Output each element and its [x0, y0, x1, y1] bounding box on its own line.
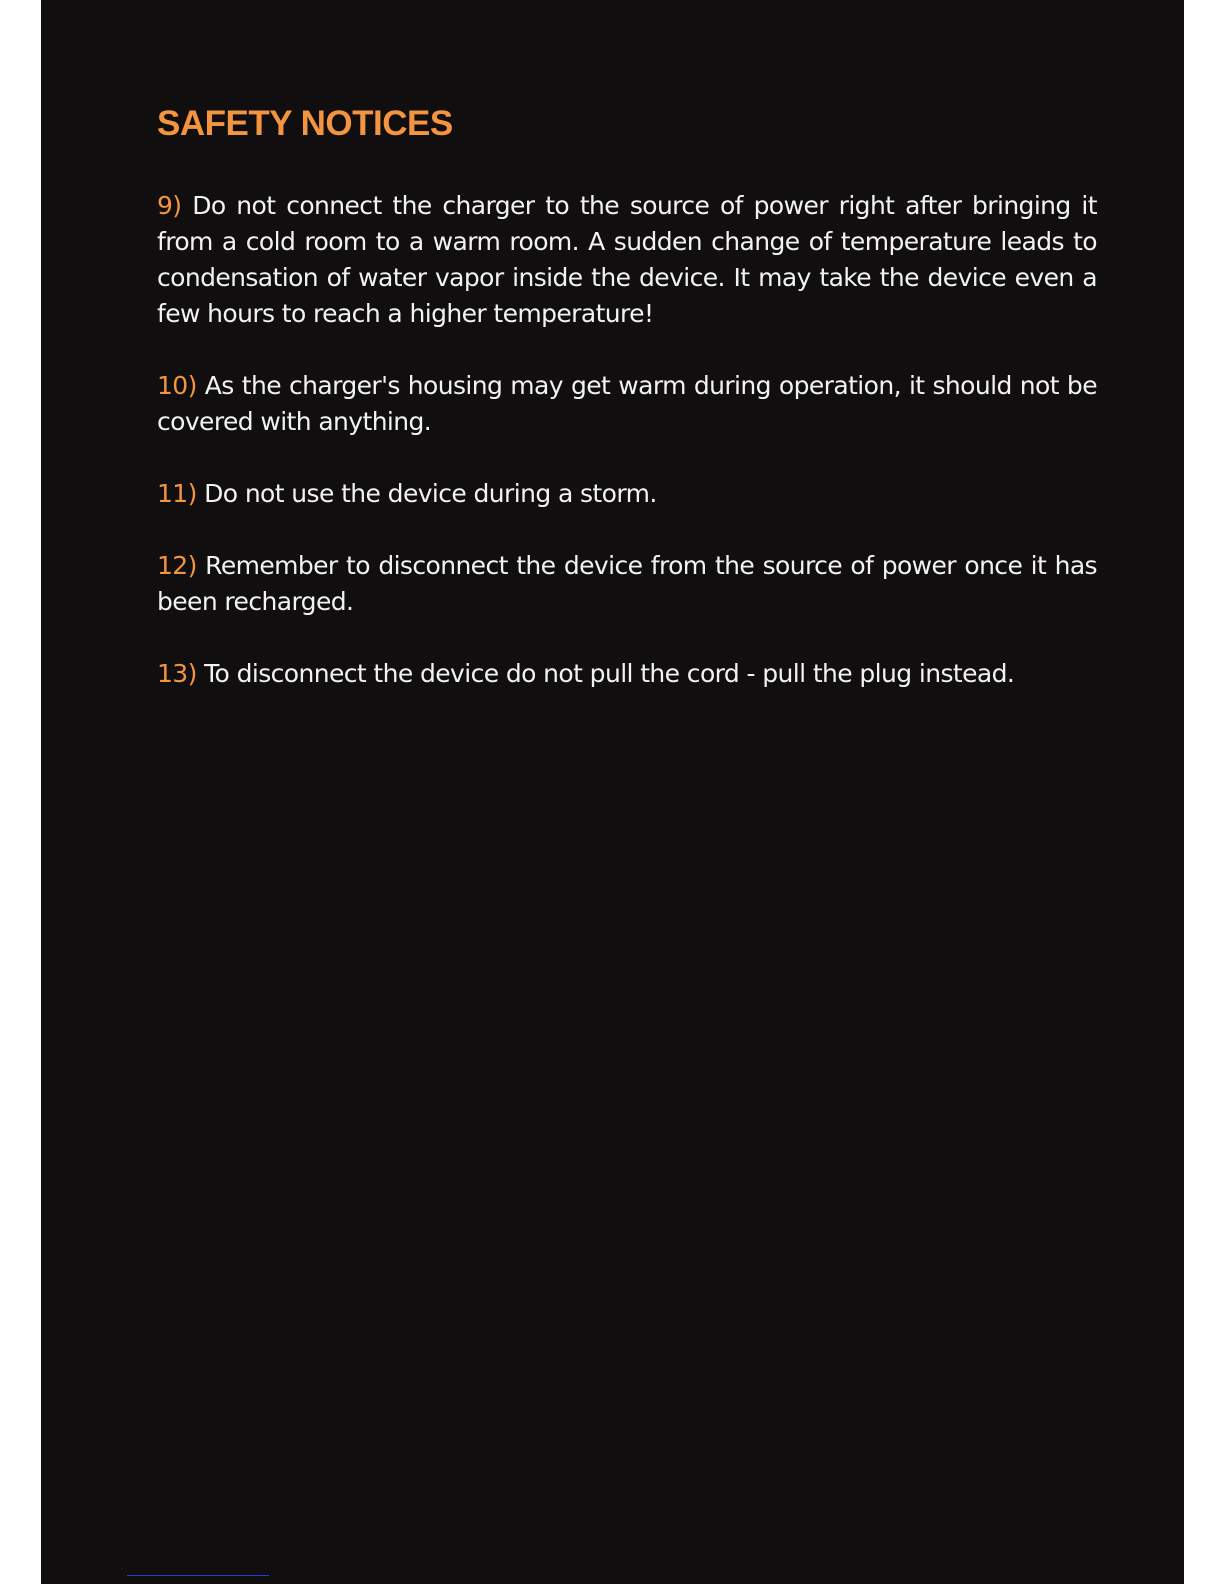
notice-text: Do not connect the charger to the source of power right after bringing it from a cold room to a warm room. A sudden change of temperature leads to condensation of water vapor inside the device. It may take the device even a few hours to reach a higher temperature!	[157, 191, 1097, 328]
notice-number: 9)	[157, 191, 182, 220]
notice-number: 10)	[157, 371, 197, 400]
link-underline	[127, 1575, 269, 1576]
notice-text: To disconnect the device do not pull the cord - pull the plug instead.	[204, 659, 1015, 688]
notice-text: Remember to disconnect the device from the source of power once it has been recharged.	[157, 551, 1097, 616]
notice-item	[157, 476, 1097, 512]
document-page	[41, 0, 1184, 1584]
notice-text: As the charger's housing may get warm during operation, it should not be covered with anything.	[157, 371, 1097, 436]
page-title: SAFETY NOTICES	[157, 104, 453, 143]
notice-number: 11)	[157, 479, 197, 508]
notice-item	[157, 548, 1097, 620]
notice-number: 13)	[157, 659, 197, 688]
notice-item	[157, 188, 1097, 332]
notice-text: Do not use the device during a storm.	[204, 479, 657, 508]
notice-item	[157, 656, 1097, 692]
safety-notices-section	[157, 100, 1097, 728]
notice-number: 12)	[157, 551, 197, 580]
notice-item	[157, 368, 1097, 440]
